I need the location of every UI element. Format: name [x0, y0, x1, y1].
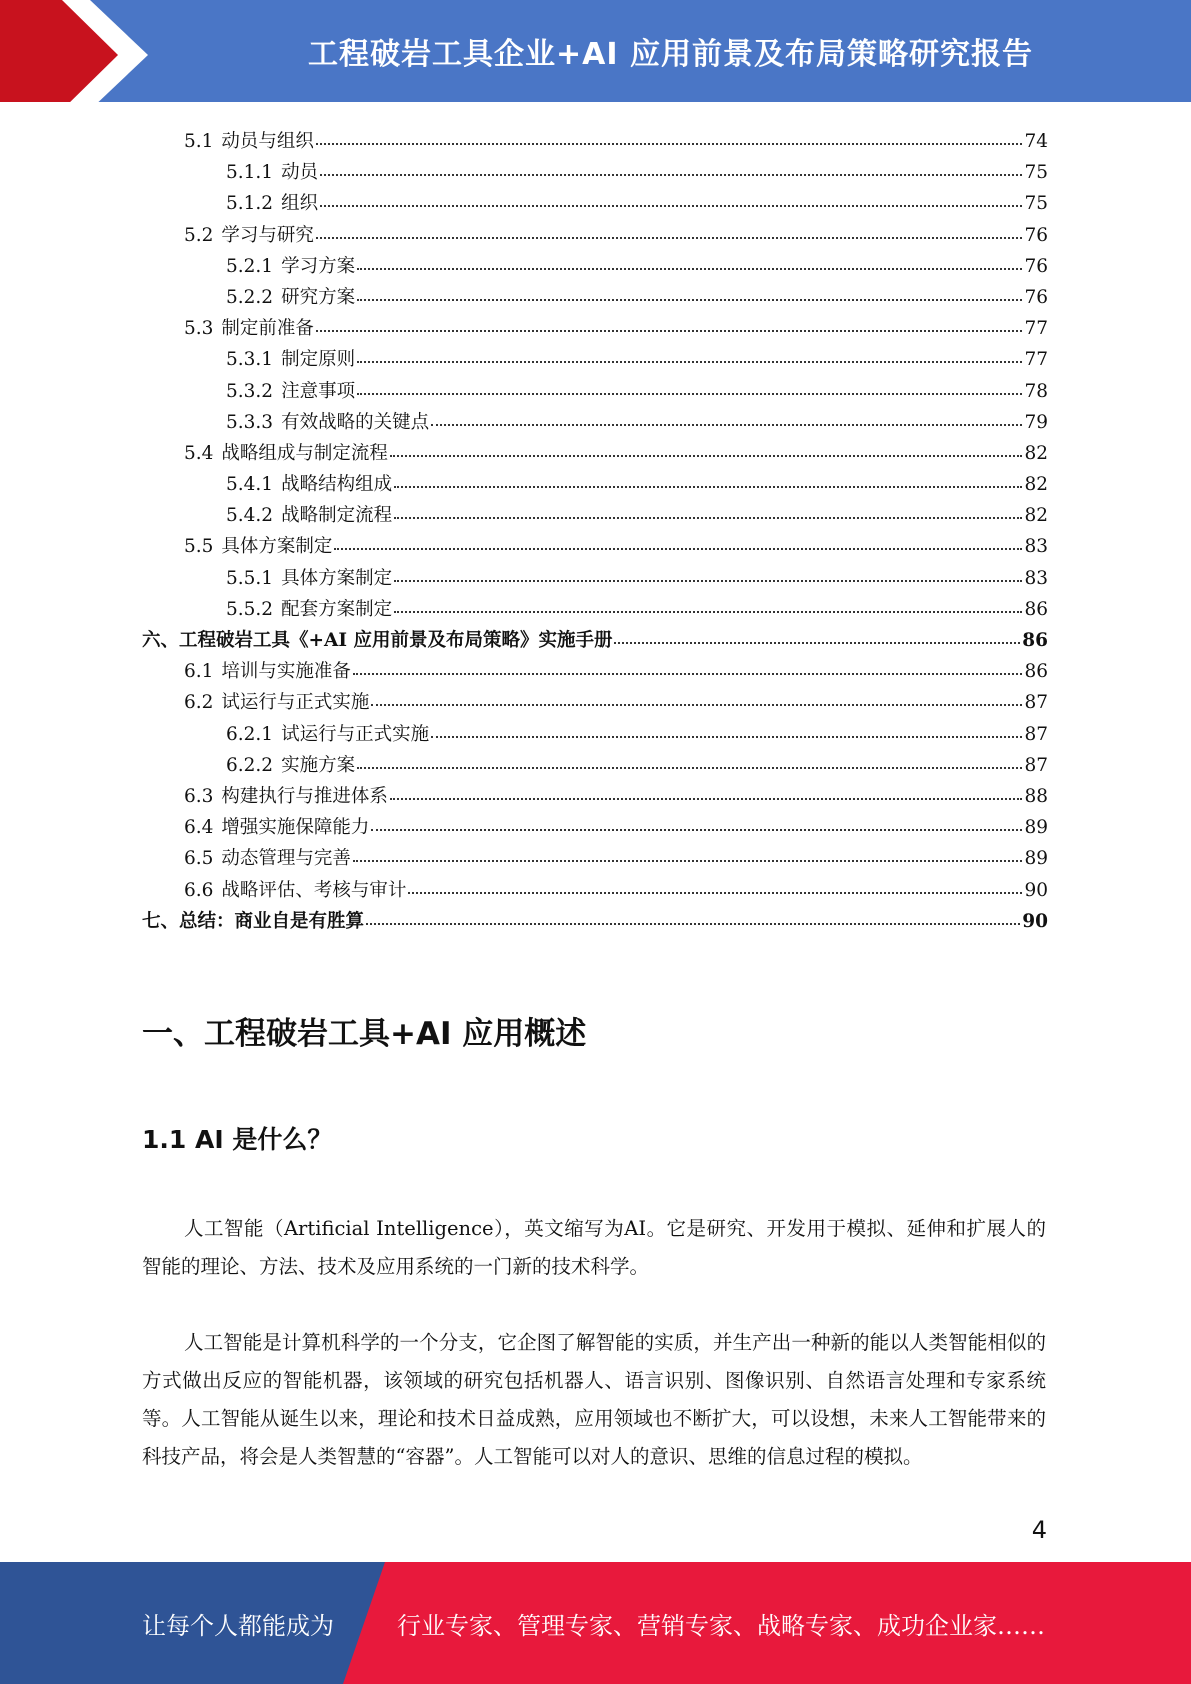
toc-entry[interactable] — [142, 595, 1048, 626]
toc-entry-title: 有效战略的关键点 — [281, 411, 430, 433]
toc-dot-leader — [366, 908, 1020, 925]
toc-entry-title: 制定前准备 — [221, 318, 314, 340]
toc-dot-leader — [357, 253, 1022, 270]
toc-entry[interactable] — [142, 189, 1048, 220]
toc-entry-title: 试运行与正式实施 — [221, 692, 370, 714]
toc-entry[interactable] — [142, 813, 1048, 844]
toc-entry-page: 89 — [1024, 848, 1048, 870]
toc-entry-title: 实施方案 — [281, 754, 356, 776]
toc-entry[interactable] — [142, 626, 1048, 657]
toc-dot-leader — [353, 846, 1023, 863]
page-header — [0, 0, 1191, 110]
toc-dot-leader — [371, 690, 1022, 707]
toc-entry[interactable] — [142, 127, 1048, 158]
toc-entry-number: 6.1 — [184, 661, 214, 683]
toc-entry-title: 注意事项 — [281, 380, 356, 402]
toc-entry-title: 具体方案制定 — [281, 567, 393, 589]
toc-entry-title: 战略结构组成 — [281, 474, 393, 496]
toc-entry[interactable] — [142, 844, 1048, 875]
toc-entry[interactable] — [142, 907, 1048, 938]
toc-entry-page: 82 — [1024, 474, 1048, 496]
toc-entry-number: 5.5.1 — [226, 567, 274, 589]
section-heading: 一、工程破岩工具+AI 应用概述 — [142, 1016, 587, 1052]
toc-entry-title: 试运行与正式实施 — [281, 723, 430, 745]
toc-entry-number: 5.3 — [184, 318, 214, 340]
toc-dot-leader — [357, 284, 1022, 301]
toc-entry-number: 6.2 — [184, 692, 214, 714]
toc-dot-leader — [320, 159, 1022, 176]
toc-entry-number: 5.1.2 — [226, 193, 274, 215]
toc-entry[interactable] — [142, 657, 1048, 688]
toc-entry-page: 86 — [1022, 630, 1048, 651]
toc-dot-leader — [357, 378, 1022, 395]
toc-entry-number: 5.3.1 — [226, 349, 274, 371]
toc-entry-title: 战略组成与制定流程 — [221, 442, 388, 464]
toc-entry[interactable] — [142, 439, 1048, 470]
toc-dot-leader — [394, 596, 1022, 613]
toc-entry[interactable] — [142, 688, 1048, 719]
toc-entry-number: 5.4.2 — [226, 505, 274, 527]
toc-entry-number: 6.6 — [184, 879, 214, 901]
toc-entry-title: 构建执行与推进体系 — [221, 785, 388, 807]
toc-entry-number: 5.5.2 — [226, 598, 274, 620]
toc-dot-leader — [316, 222, 1023, 239]
toc-entry-page: 87 — [1024, 754, 1048, 776]
toc-entry[interactable] — [142, 221, 1048, 252]
toc-entry-title: 研究方案 — [281, 286, 356, 308]
footer-slogan-right: 行业专家、管理专家、营销专家、战略专家、成功企业家…… — [397, 1611, 1045, 1640]
toc-dot-leader — [394, 471, 1022, 488]
toc-entry-page: 77 — [1024, 349, 1048, 371]
toc-entry-number: 6.2.1 — [226, 723, 274, 745]
toc-dot-leader — [394, 565, 1022, 582]
toc-dot-leader — [614, 627, 1020, 644]
toc-entry-number: 5.4.1 — [226, 474, 274, 496]
toc-entry-page: 75 — [1024, 162, 1048, 184]
toc-entry-page: 90 — [1022, 910, 1048, 932]
toc-entry-number: 5.3.2 — [226, 380, 274, 402]
body-paragraph: 人工智能（Artificial Intelligence），英文缩写为AI。它是研究、开发用于模拟、延伸和扩展人的智能的理论、方法、技术及应用系统的一门新的技术科学。 — [142, 1217, 1046, 1278]
toc-dot-leader — [357, 347, 1022, 364]
toc-entry-number: 5.4 — [184, 442, 214, 464]
toc-entry-page: 86 — [1024, 598, 1048, 620]
toc-entry-title: 配套方案制定 — [281, 598, 393, 620]
toc-dot-leader — [316, 315, 1023, 332]
toc-entry-number: 6.3 — [184, 785, 214, 807]
toc-dot-leader — [390, 440, 1023, 457]
toc-entry-number: 5.3.3 — [226, 411, 274, 433]
page-number: 4 — [1031, 1516, 1047, 1544]
toc-dot-leader — [431, 409, 1022, 426]
toc-dot-leader — [353, 658, 1023, 675]
toc-dot-leader — [371, 814, 1022, 831]
toc-entry-page: 83 — [1024, 567, 1048, 589]
table-of-contents — [142, 127, 1048, 938]
toc-entry[interactable] — [142, 532, 1048, 563]
header-title: 工程破岩工具企业+AI 应用前景及布局策略研究报告 — [308, 37, 1033, 72]
toc-entry-title: 组织 — [281, 193, 319, 215]
toc-entry-title: 具体方案制定 — [221, 536, 333, 558]
toc-entry-number: 5.2 — [184, 224, 214, 246]
toc-entry-number: 5.1 — [184, 131, 214, 152]
toc-entry-page: 75 — [1024, 193, 1048, 215]
toc-entry-title: 增强实施保障能力 — [221, 817, 370, 839]
subsection-heading: 1.1 AI 是什么？ — [142, 1125, 333, 1154]
toc-entry[interactable] — [142, 377, 1048, 408]
toc-entry-page: 76 — [1024, 224, 1048, 246]
toc-entry-title: 培训与实施准备 — [221, 661, 351, 683]
toc-entry[interactable] — [142, 470, 1048, 501]
toc-dot-leader — [320, 191, 1022, 208]
toc-entry-page: 86 — [1024, 661, 1048, 683]
toc-entry-title: 战略制定流程 — [281, 505, 393, 527]
toc-entry[interactable] — [142, 314, 1048, 345]
toc-entry-title: 六、工程破岩工具《+AI 应用前景及布局策略》实施手册 — [142, 630, 613, 651]
toc-entry[interactable] — [142, 564, 1048, 595]
toc-dot-leader — [408, 877, 1022, 894]
toc-entry-title: 动员 — [281, 162, 319, 184]
page-footer — [0, 1562, 1191, 1684]
toc-entry[interactable] — [142, 751, 1048, 782]
toc-entry-page: 79 — [1024, 411, 1048, 433]
toc-entry-title: 学习方案 — [281, 255, 356, 277]
toc-entry-number: 5.5 — [184, 536, 214, 558]
toc-dot-leader — [357, 752, 1022, 769]
toc-entry-title: 学习与研究 — [221, 224, 314, 246]
toc-entry-number: 5.2.1 — [226, 255, 274, 277]
toc-entry[interactable] — [142, 782, 1048, 813]
toc-entry[interactable] — [142, 876, 1048, 907]
toc-entry-number: 5.1.1 — [226, 162, 274, 184]
toc-dot-leader — [431, 721, 1022, 738]
toc-entry-page: 90 — [1024, 879, 1048, 901]
toc-entry-page: 83 — [1024, 536, 1048, 558]
toc-entry[interactable] — [142, 252, 1048, 283]
toc-entry[interactable] — [142, 408, 1048, 439]
toc-entry-page: 88 — [1024, 785, 1048, 807]
toc-dot-leader — [394, 502, 1022, 519]
toc-entry-page: 87 — [1024, 692, 1048, 714]
toc-entry[interactable] — [142, 158, 1048, 189]
toc-entry-title: 战略评估、考核与审计 — [221, 879, 407, 901]
toc-entry-title: 动态管理与完善 — [221, 848, 351, 870]
toc-entry-page: 74 — [1024, 131, 1048, 152]
toc-entry-page: 82 — [1024, 505, 1048, 527]
toc-entry-number: 5.2.2 — [226, 286, 274, 308]
footer-slogan-left: 让每个人都能成为 — [142, 1611, 334, 1640]
toc-entry-page: 77 — [1024, 318, 1048, 340]
toc-entry[interactable] — [142, 283, 1048, 314]
toc-entry-title: 动员与组织 — [221, 131, 314, 152]
toc-entry-page: 78 — [1024, 380, 1048, 402]
toc-entry-page: 89 — [1024, 817, 1048, 839]
toc-entry[interactable] — [142, 720, 1048, 751]
toc-entry-page: 76 — [1024, 286, 1048, 308]
toc-entry-title: 七、总结：商业自是有胜算 — [142, 910, 365, 932]
toc-entry-number: 6.4 — [184, 817, 214, 839]
toc-entry-page: 87 — [1024, 723, 1048, 745]
toc-dot-leader — [390, 783, 1023, 800]
toc-dot-leader — [316, 128, 1023, 145]
body-paragraph: 人工智能是计算机科学的一个分支，它企图了解智能的实质，并生产出一种新的能以人类智能相似的方式做出反应的智能机器，该领域的研究包括机器人、语言识别、图像识别、自然语言处理和专家系统等。人工智能从诞生以来，理论和技术日益成熟，应用领域也不断扩大，可以设想，未来人工智能带来的科技产品，将会是人类智慧的“容器”。人工智能可以对人的意识、思维的信息过程的模拟。 — [142, 1331, 1046, 1468]
toc-entry-page: 76 — [1024, 255, 1048, 277]
toc-entry[interactable] — [142, 501, 1048, 532]
toc-entry[interactable] — [142, 345, 1048, 376]
toc-entry-number: 6.2.2 — [226, 754, 274, 776]
toc-entry-number: 6.5 — [184, 848, 214, 870]
toc-entry-title: 制定原则 — [281, 349, 356, 371]
toc-dot-leader — [334, 534, 1022, 551]
toc-entry-page: 82 — [1024, 442, 1048, 464]
